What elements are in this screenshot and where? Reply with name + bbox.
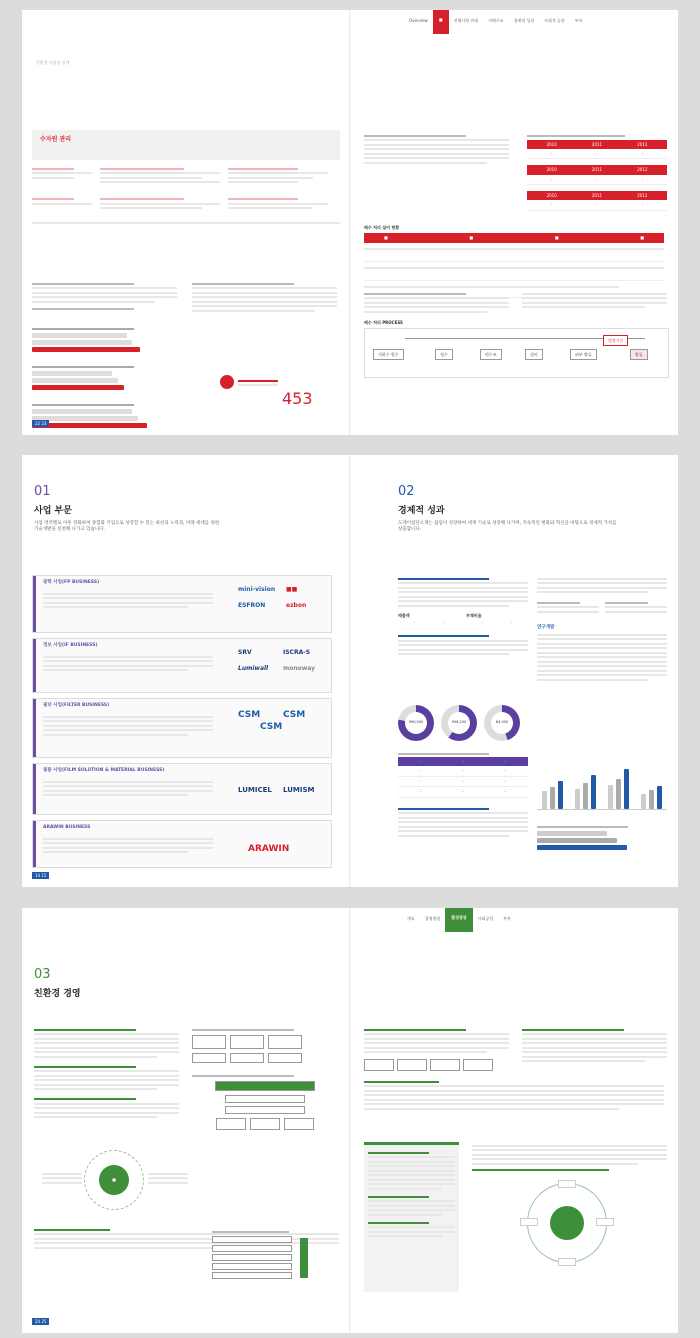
page-gutter — [349, 908, 351, 1333]
nav-tab[interactable]: 부록 — [574, 18, 583, 23]
flow-step: 법정기준 — [603, 335, 628, 346]
bar — [32, 371, 112, 376]
section-title: 경제적 성과 — [398, 506, 445, 516]
flow-step: 설비 — [525, 349, 543, 360]
bar — [591, 775, 596, 809]
business-card: 정보 사업(IF BUSINESS) SRV ISCRA-S Lumiwall monoway — [32, 638, 332, 693]
bar-chart-group — [32, 325, 177, 428]
yearly-tables: 2010 2011 2012 · · · 2010 2011 2012 · · · 2010 2011 2012 · · · — [527, 132, 667, 211]
big-number: 453 — [282, 389, 313, 408]
spread-environment — [22, 908, 678, 1333]
section-title: 수자원 관리 — [40, 136, 72, 143]
bar — [641, 794, 646, 809]
bar — [32, 385, 124, 390]
business-card: 필름 사업(FILM SOLUTION & MATERIAL BUSINESS) LUMICEL LUMISM — [32, 763, 332, 815]
business-card: 광학 사업(FP BUSINESS) mini-vision ■■ ESFRON ezbon — [32, 575, 332, 633]
flow-step: 방류 — [630, 349, 648, 360]
bar — [624, 769, 629, 809]
bar — [558, 781, 563, 809]
section-title: 사업 부문 — [34, 506, 72, 516]
side-box — [364, 1142, 459, 1292]
top-navigation — [404, 10, 587, 36]
bar — [32, 409, 132, 414]
page-gutter — [349, 455, 351, 887]
text-column-right — [192, 280, 337, 314]
env-right-text-3 — [364, 1078, 664, 1112]
rd-bar-chart — [537, 755, 667, 810]
donut-chart — [441, 705, 477, 741]
flow-diagram — [364, 328, 669, 378]
page-gutter — [349, 10, 351, 435]
flow-step: 외부 방류 — [570, 349, 597, 360]
section-intro: 도레이첨단소재는 끊임이 성장하여 세계 기술로 성장해 나가며, 지속적인 변화와 혁신을 바탕으로 경제적 가치를 창출합니다. — [398, 521, 617, 533]
bar — [32, 333, 127, 338]
section-intro: 사업 영역별로 이루 강화하여 종합화 기업으로 성장할 수 있는 최선의 노력과, 미래 세대를 위한 기술개발을 실천해 나가고 있습니다. — [34, 521, 220, 533]
logo-mark: ■■ — [286, 586, 298, 593]
mini-table: · · · · · · · · · · · · — [398, 750, 528, 839]
bar — [649, 790, 654, 809]
bar — [32, 347, 140, 352]
flow-step: 원수조 — [480, 349, 502, 360]
org-chart — [192, 1026, 337, 1130]
nav-tab[interactable]: 진행사항 과제 — [453, 18, 479, 23]
nav-tab[interactable]: Overview — [409, 18, 428, 23]
section-header-band — [32, 130, 340, 160]
section-number: 02 — [398, 484, 415, 499]
spread-business — [22, 455, 678, 887]
bar — [616, 779, 621, 809]
bar — [32, 378, 118, 383]
process-text-2 — [522, 290, 667, 311]
ems-text — [472, 1142, 667, 1173]
section-number: 03 — [34, 967, 51, 982]
page-number-left: 22 23 — [32, 420, 49, 427]
nav-tab[interactable]: 개요 — [407, 916, 415, 921]
logo: CSM CSM CSM — [238, 710, 306, 733]
env-text-left — [34, 1026, 179, 1121]
logo: SRV ISCRA-S Lumiwall monoway — [238, 649, 316, 673]
text-column: 매출액 · · 부채비율 · · — [398, 575, 528, 658]
flow-title: 폐수 처리 PROCESS — [364, 320, 403, 325]
donut-value: 84,000 — [491, 712, 513, 734]
text-column-left — [32, 280, 177, 312]
process-list — [212, 1228, 322, 1279]
bar — [583, 783, 588, 809]
section-number: 01 — [34, 484, 51, 499]
bar — [657, 786, 662, 809]
top-navigation — [402, 908, 516, 934]
business-card: 필터 사업(FILTER BUSINESS) CSM CSM CSM — [32, 698, 332, 758]
hbar-chart — [537, 823, 667, 850]
nav-tab[interactable]: 경영방침 — [424, 916, 441, 921]
page-number-left: 24 25 — [32, 1318, 49, 1325]
page-number-left: 14 15 — [32, 872, 49, 879]
water-drop-icon — [220, 375, 234, 389]
nav-tab[interactable]: 경제적 성과 — [513, 18, 535, 23]
nav-tab[interactable]: 지배구조 — [488, 18, 504, 23]
spread-water-management — [22, 10, 678, 435]
donut-chart — [398, 705, 434, 741]
ems-cycle-diagram — [527, 1183, 607, 1263]
env-right-text — [364, 1026, 509, 1071]
bar — [32, 340, 132, 345]
big-number-label — [238, 377, 278, 389]
running-title: 친환경 사업장 설계 — [36, 60, 70, 65]
nav-tab[interactable]: 부록 — [503, 916, 511, 921]
flow-step: 지하수 원수 — [373, 349, 404, 360]
bar — [608, 785, 613, 809]
flow-step: 정수 — [435, 349, 453, 360]
env-right-text-2 — [522, 1026, 667, 1065]
nav-tab[interactable]: 사회적 공헌 — [544, 18, 565, 23]
center-node: ■ — [99, 1165, 129, 1195]
donut-value: 990,000 — [405, 712, 427, 734]
facility-table: 폐수 처리 설비 현황 ■ ■ ■ ■ — [364, 225, 664, 298]
logo: LUMICEL LUMISM — [238, 786, 315, 794]
right-text-block — [364, 132, 509, 166]
nav-tab[interactable]: 사회공헌 — [477, 916, 494, 921]
donut-chart — [484, 705, 520, 741]
logo: ARAWIN — [248, 844, 290, 854]
nav-tab-active[interactable]: ■ — [433, 10, 449, 34]
bar — [575, 789, 580, 809]
goals-table — [32, 165, 340, 226]
text-column: 연구개발 — [537, 575, 667, 683]
business-card: ARAWIN BUSINESS ARAWIN — [32, 820, 332, 868]
logo: mini-vision ■■ ESFRON ezbon — [238, 586, 307, 610]
center-node — [550, 1206, 584, 1240]
section-title: 친환경 경영 — [34, 989, 81, 999]
process-text — [364, 290, 509, 315]
bar — [550, 787, 555, 809]
bar — [537, 845, 627, 850]
bar — [537, 838, 617, 843]
nav-tab-active[interactable]: 환경경영 — [445, 908, 472, 932]
bar — [542, 791, 547, 809]
donut-value: 956,200 — [448, 712, 470, 734]
env-cycle-diagram — [84, 1150, 144, 1210]
bar — [537, 831, 607, 836]
